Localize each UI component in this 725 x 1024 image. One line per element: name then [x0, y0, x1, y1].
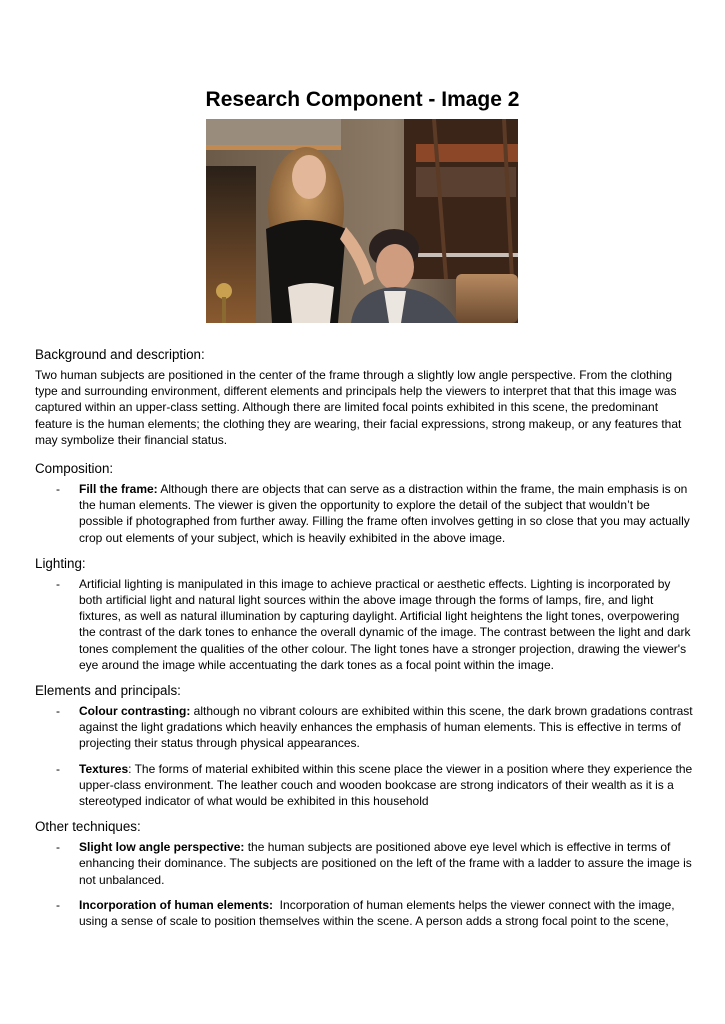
list-item [35, 761, 695, 810]
fireplace [206, 166, 256, 323]
bullet-text: the human subjects are positioned above eye level which is effective in terms of enhancing their dominance. The subjects are positioned on the left of the frame with a ladder to assure the image is not unbalanced. [79, 840, 692, 887]
list-item [35, 481, 695, 546]
woman-face [292, 155, 326, 199]
section-heading: Background and description: [35, 347, 205, 362]
shelf-edge [418, 253, 518, 257]
bullet-term: Colour contrasting: [79, 704, 191, 719]
bullet-term: Textures [79, 761, 129, 776]
dress-white-panel [288, 283, 334, 323]
bullet-dash: - [56, 576, 60, 591]
bullet-text: Artificial lighting is manipulated in this image to achieve practical or aesthetic effects. Lighting is incorporated by both artificial light and natural light sources within the above image through the forms of lamps, fire, and light fixtures, as well as natural illumination by capturing daylight. Artificial light heightens the light tones, overpowering the contrast of the dark tones to enhance the overall dynamic of the image. The contrast between the light and dark tones complement the qualities of the other colour. The light tones have a stronger projection, drawing the viewer's eye around the image while accentuating the dark tones as a focal point within the image. [79, 576, 691, 672]
section-heading: Elements and principals: [35, 683, 181, 699]
section-other-techniques [35, 818, 695, 929]
section-background [35, 346, 695, 448]
section-heading: Composition: [35, 461, 114, 477]
section-elements [35, 682, 695, 809]
section-paragraph: Two human subjects are positioned in the center of the frame through a slightly low angle perspective. From the clothing type and surrounding environment, different elements and principals help the viewers to interpret that that this image was captured within an upper-class setting. Although there are limited focal points exhibited in this scene, the predominant feature is the human elements; the clothing they are wearing, their facial expressions, strong makeup, or any features that may symbolize their financial status. [35, 368, 682, 447]
bullet-text: : The forms of material exhibited within this scene place the viewer in a position where they experience the upper-class environment. The leather couch and wooden bookcase are strong indicators of their wealth as it is a stereotyped indicator of what would be exhibited in this household [79, 761, 693, 809]
lamp-stand [222, 297, 226, 323]
bullet-dash: - [56, 482, 60, 497]
research-photo [206, 119, 518, 323]
mantel-light [206, 145, 341, 150]
bullet-dash: - [56, 897, 60, 912]
bullet-dash: - [56, 761, 60, 776]
bullet-text: Incorporation of human elements helps the viewer connect with the image, using a sense of scale to position themselves within the scene. A person adds a strong focal point to the scene, [79, 897, 678, 929]
bullet-term: Incorporation of human elements: [79, 897, 274, 912]
list-item [35, 897, 695, 929]
section-heading: Other techniques: [35, 819, 141, 835]
page-title: Research Component - Image 2 [205, 88, 520, 111]
bullet-term: Fill the frame: [79, 482, 158, 497]
bullet-dash: - [56, 704, 60, 719]
list-item [35, 576, 695, 673]
photo-illustration [206, 119, 518, 323]
list-item [35, 839, 695, 888]
bullet-dash: - [56, 840, 60, 855]
fireplace-mantel [206, 119, 341, 145]
section-heading: Lighting: [35, 555, 86, 571]
document-body [35, 346, 695, 938]
section-lighting [35, 555, 695, 673]
bullet-text: although no vibrant colours are exhibited within this scene, the dark brown gradations contrast against the light gradations which heavily enhances the emphasis of human elements. This is effective in terms of projecting their status through physical appearances. [79, 704, 693, 751]
bookcase-shelf-light [416, 144, 518, 162]
section-composition [35, 460, 695, 546]
bullet-text: Although there are objects that can serve as a distraction within the frame, the main emphasis is on the human elements. The viewer is given the opportunity to explore the detail of the subject that wouldn’t be possible if photographed from further away. Filling the frame often involves getting in so close that you may actually crop out elements of your subject, which is heavily exhibited in the above image. [79, 482, 690, 545]
man-face [376, 244, 414, 290]
bullet-term: Slight low angle perspective: [79, 840, 245, 855]
brass-lamp [216, 283, 232, 299]
list-item [35, 703, 695, 752]
books [416, 167, 516, 197]
leather-couch [456, 274, 518, 323]
